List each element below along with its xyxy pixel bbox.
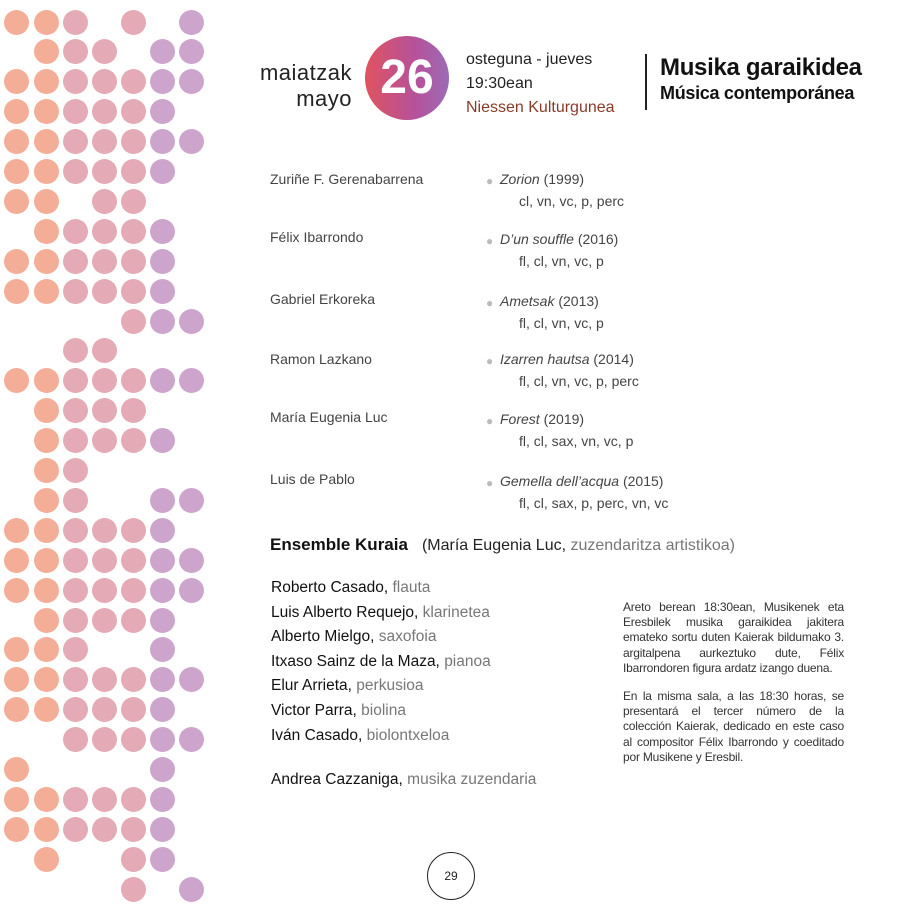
decorative-dot [179, 10, 204, 35]
decorative-dot [150, 99, 175, 124]
musician-role: flauta [392, 579, 431, 596]
work-title: Zorion [500, 171, 540, 187]
conductor [271, 771, 536, 789]
composer-name: Zuriñe F. Gerenabarrena [270, 171, 424, 187]
decorative-dot [34, 10, 59, 35]
decorative-dot [4, 129, 29, 154]
decorative-dot [63, 398, 88, 423]
decorative-dot [150, 159, 175, 184]
program-work [486, 168, 625, 212]
decorative-dot [34, 39, 59, 64]
decorative-dot [4, 159, 29, 184]
decorative-dot [121, 219, 146, 244]
work-instruments: fl, cl, vn, vc, p [519, 315, 604, 331]
work-year: (2015) [622, 473, 664, 489]
decorative-dot [63, 518, 88, 543]
musician-name: Itxaso Sainz de la Maza, [271, 652, 440, 670]
work-year: (2019) [543, 411, 585, 427]
decorative-dot [150, 787, 175, 812]
decorative-dot [4, 578, 29, 603]
composer-name: Luis de Pablo [270, 471, 355, 487]
decorative-dot [121, 99, 146, 124]
decorative-dot [92, 338, 117, 363]
decorative-dot [121, 518, 146, 543]
decorative-dot [63, 338, 88, 363]
decorative-dot [150, 637, 175, 662]
decorative-dot [121, 309, 146, 334]
decorative-dot [63, 637, 88, 662]
musician-row [271, 601, 491, 626]
date-month [260, 60, 352, 112]
decorative-dot [63, 608, 88, 633]
decorative-dot [34, 189, 59, 214]
bullet-icon: ● [486, 296, 494, 310]
bullet-icon: ● [486, 476, 494, 490]
ensemble-name: Ensemble Kuraia [270, 535, 408, 554]
decorative-dot [4, 10, 29, 35]
decorative-dot [34, 488, 59, 513]
decorative-dot [150, 847, 175, 872]
decorative-dot [150, 548, 175, 573]
category-spanish: Música contemporánea [660, 83, 855, 103]
musician-row [271, 650, 491, 675]
decorative-dot [150, 488, 175, 513]
decorative-dot [92, 249, 117, 274]
musician-role: saxofoia [378, 628, 437, 646]
decorative-dot [63, 787, 88, 812]
composer-name: Félix Ibarrondo [270, 229, 364, 245]
decorative-dot [34, 69, 59, 94]
decorative-dot [34, 667, 59, 692]
musician-name: Victor Parra, [271, 701, 357, 719]
decorative-dot [121, 189, 146, 214]
decorative-dot [63, 129, 88, 154]
composer-name: María Eugenia Luc [270, 409, 388, 425]
decorative-dot [92, 39, 117, 64]
decorative-dot [34, 428, 59, 453]
decorative-dot [34, 129, 59, 154]
side-notes [623, 600, 844, 778]
conductor-name: Andrea Cazzaniga, [271, 771, 403, 788]
decorative-dot [34, 518, 59, 543]
musician-name: Iván Casado, [271, 726, 363, 744]
composer-name: Ramon Lazkano [270, 351, 372, 367]
decorative-dot [63, 39, 88, 64]
decorative-dot [63, 817, 88, 842]
decorative-dot [92, 817, 117, 842]
event-time: 19:30ean [466, 75, 533, 92]
decorative-dot [150, 428, 175, 453]
decorative-dot [121, 697, 146, 722]
work-instruments: fl, cl, sax, vn, vc, p [519, 433, 634, 449]
decorative-dot [63, 10, 88, 35]
decorative-dot [150, 39, 175, 64]
musician-role: pianoa [444, 652, 491, 670]
decorative-dot [63, 548, 88, 573]
musician-role: biolina [361, 701, 406, 719]
decorative-dot [63, 368, 88, 393]
ensemble-director-role: zuzendaritza artistikoa) [570, 537, 735, 554]
decorative-dot [179, 548, 204, 573]
page-number: 29 [427, 852, 475, 900]
musician-row [271, 724, 491, 749]
decorative-dot [92, 69, 117, 94]
decorative-dot [121, 249, 146, 274]
decorative-dot [92, 189, 117, 214]
musician-role: biolontxeloa [366, 726, 450, 744]
decorative-dot [4, 548, 29, 573]
decorative-dot [34, 548, 59, 573]
decorative-dot [4, 189, 29, 214]
decorative-dot [150, 727, 175, 752]
decorative-dot [34, 219, 59, 244]
musician-row [271, 625, 491, 650]
decorative-dot [150, 608, 175, 633]
work-year: (2013) [558, 293, 599, 309]
program-work [486, 290, 604, 334]
work-instruments: fl, cl, sax, p, perc, vn, vc [519, 495, 669, 511]
decorative-dot [121, 608, 146, 633]
decorative-dot [63, 249, 88, 274]
decorative-dot [92, 548, 117, 573]
decorative-dot [34, 249, 59, 274]
decorative-dot [92, 608, 117, 633]
event-details [466, 48, 615, 120]
decorative-dot [92, 727, 117, 752]
decorative-dot [34, 608, 59, 633]
venue: Niessen Kulturgunea [466, 99, 615, 116]
decorative-dot [63, 578, 88, 603]
weekday: osteguna - jueves [466, 51, 593, 68]
decorative-dot [150, 368, 175, 393]
decorative-dot [150, 697, 175, 722]
decorative-dot [179, 69, 204, 94]
decorative-dot [121, 847, 146, 872]
decorative-dot [34, 817, 59, 842]
work-title: Izarren hautsa [500, 351, 590, 367]
decorative-dot [63, 219, 88, 244]
composer-name: Gabriel Erkoreka [270, 291, 376, 307]
bullet-icon: ● [486, 234, 494, 248]
decorative-dot [150, 667, 175, 692]
decorative-dot [121, 368, 146, 393]
decorative-dot [4, 518, 29, 543]
decorative-dot [121, 667, 146, 692]
decorative-dot [150, 219, 175, 244]
decorative-dot [34, 637, 59, 662]
work-instruments: fl, cl, vn, vc, p [519, 253, 604, 269]
work-instruments: fl, cl, vn, vc, p, perc [519, 373, 639, 389]
program-work [486, 470, 669, 514]
decorative-dot [150, 249, 175, 274]
decorative-dot [4, 249, 29, 274]
decorative-dot [92, 518, 117, 543]
decorative-dot [34, 398, 59, 423]
decorative-dot [150, 817, 175, 842]
decorative-dot [92, 368, 117, 393]
work-year: (2016) [577, 231, 619, 247]
decorative-dot [179, 488, 204, 513]
work-title: Forest [500, 411, 540, 427]
decorative-dot [121, 428, 146, 453]
conductor-role: musika zuzendaria [407, 771, 537, 788]
musician-name: Roberto Casado, [271, 579, 389, 596]
decorative-dot [63, 488, 88, 513]
ensemble-heading [270, 535, 735, 555]
decorative-dot [34, 368, 59, 393]
decorative-dot-pattern [0, 0, 215, 909]
decorative-dot [92, 697, 117, 722]
decorative-dot [150, 69, 175, 94]
decorative-dot [179, 877, 204, 902]
work-title: Gemella dell’acqua [500, 473, 620, 489]
decorative-dot [150, 309, 175, 334]
decorative-dot [121, 727, 146, 752]
decorative-dot [179, 578, 204, 603]
decorative-dot [92, 159, 117, 184]
musician-row [271, 699, 491, 724]
decorative-dot [121, 578, 146, 603]
work-title: Ametsak [500, 293, 555, 309]
program-work [486, 348, 639, 392]
decorative-dot [121, 159, 146, 184]
bullet-icon: ● [486, 174, 494, 188]
program-work [486, 228, 619, 272]
decorative-dot [34, 578, 59, 603]
month-spanish: mayo [296, 86, 352, 111]
decorative-dot [63, 727, 88, 752]
decorative-dot [34, 787, 59, 812]
decorative-dot [150, 518, 175, 543]
decorative-dot [121, 548, 146, 573]
musician-name: Luis Alberto Requejo, [271, 603, 419, 621]
work-year: (1999) [543, 171, 585, 187]
month-basque: maiatzak [259, 60, 352, 85]
category-title [660, 54, 862, 104]
decorative-dot [63, 99, 88, 124]
decorative-dot [4, 368, 29, 393]
decorative-dot [63, 667, 88, 692]
decorative-dot [92, 578, 117, 603]
decorative-dot [4, 667, 29, 692]
musician-name: Alberto Mielgo, [271, 628, 375, 646]
decorative-dot [34, 458, 59, 483]
musician-row [271, 674, 491, 699]
header-divider [645, 54, 647, 110]
work-year: (2014) [593, 351, 634, 367]
decorative-dot [92, 398, 117, 423]
category-basque: Musika garaikidea [660, 54, 862, 81]
decorative-dot [34, 159, 59, 184]
decorative-dot [121, 787, 146, 812]
decorative-dot [63, 279, 88, 304]
decorative-dot [63, 428, 88, 453]
decorative-dot [121, 398, 146, 423]
decorative-dot [150, 757, 175, 782]
musician-row [271, 576, 491, 601]
decorative-dot [150, 279, 175, 304]
musician-role: perkusioa [356, 677, 424, 695]
decorative-dot [121, 69, 146, 94]
decorative-dot [34, 279, 59, 304]
decorative-dot [179, 129, 204, 154]
musician-name: Elur Arrieta, [271, 677, 352, 695]
decorative-dot [4, 279, 29, 304]
decorative-dot [92, 428, 117, 453]
decorative-dot [121, 279, 146, 304]
decorative-dot [4, 757, 29, 782]
decorative-dot [150, 129, 175, 154]
decorative-dot [4, 817, 29, 842]
decorative-dot [121, 817, 146, 842]
decorative-dot [63, 458, 88, 483]
decorative-dot [121, 129, 146, 154]
decorative-dot [121, 877, 146, 902]
bullet-icon: ● [486, 414, 494, 428]
program-work [486, 408, 634, 452]
note-basque: Areto berean 18:30ean, Musikenek eta Eresbilek musika garaikidea jakitera emateko sortu duten Kaierak bildumako 3. argitalpena aurkeztuko dute, Félix Ibarrondoren figura ardatz izango duena. [623, 600, 844, 675]
decorative-dot [4, 637, 29, 662]
decorative-dot [92, 667, 117, 692]
decorative-dot [179, 368, 204, 393]
decorative-dot [179, 309, 204, 334]
decorative-dot [92, 279, 117, 304]
decorative-dot [4, 69, 29, 94]
decorative-dot [63, 69, 88, 94]
decorative-dot [34, 99, 59, 124]
ensemble-director: (María Eugenia Luc, [421, 537, 567, 554]
bullet-icon: ● [486, 354, 494, 368]
decorative-dot [4, 99, 29, 124]
decorative-dot [150, 578, 175, 603]
decorative-dot [4, 697, 29, 722]
decorative-dot [179, 727, 204, 752]
musician-role: klarinetea [422, 603, 490, 621]
work-title: D’un souffle [500, 231, 574, 247]
note-spanish: En la misma sala, a las 18:30 horas, se presentará el tercer número de la colección Kaierak, dedicado en este caso al compositor Félix Ibarrondo y coeditado por Musikene y Eresbil. [623, 689, 844, 764]
decorative-dot [34, 697, 59, 722]
decorative-dot [92, 99, 117, 124]
decorative-dot [63, 159, 88, 184]
decorative-dot [179, 667, 204, 692]
decorative-dot [92, 787, 117, 812]
decorative-dot [92, 129, 117, 154]
decorative-dot [179, 39, 204, 64]
decorative-dot [63, 697, 88, 722]
decorative-dot [92, 219, 117, 244]
musician-list [271, 576, 491, 748]
work-instruments: cl, vn, vc, p, perc [519, 193, 625, 209]
day-badge: 26 [365, 36, 449, 120]
decorative-dot [121, 10, 146, 35]
decorative-dot [4, 787, 29, 812]
decorative-dot [34, 847, 59, 872]
